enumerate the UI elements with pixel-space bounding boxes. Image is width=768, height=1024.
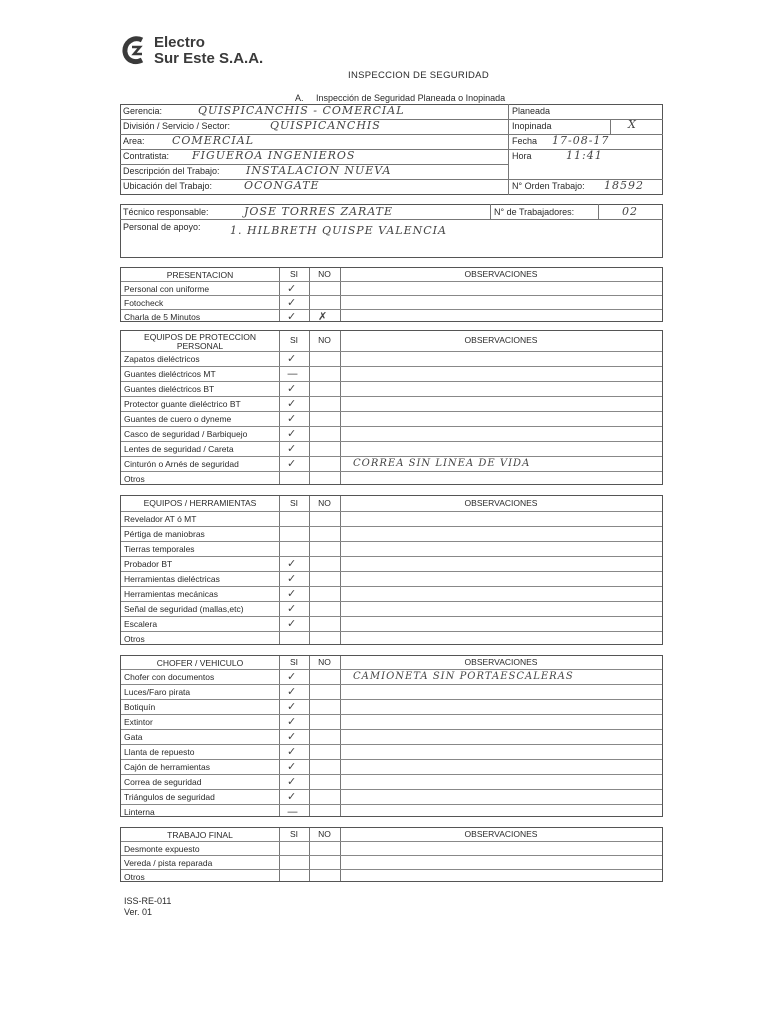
chofer-item-label: Gata [124, 732, 143, 742]
epp-item-label: Guantes de cuero o dyneme [124, 414, 232, 424]
chofer-si-checkbox[interactable]: — [287, 805, 298, 818]
herramientas-si-checkbox[interactable]: ✓ [287, 617, 297, 630]
herramientas-col-observaciones: OBSERVACIONES [464, 497, 538, 508]
epp-si-checkbox[interactable]: ✓ [287, 412, 297, 425]
herramientas-item-label: Tierras temporales [124, 544, 195, 554]
company-name-line2: Sur Este S.A.A. [154, 50, 264, 67]
herramientas-table [120, 495, 663, 645]
epp-item-label: Otros [124, 474, 145, 484]
chofer-item-label: Botiquín [124, 702, 156, 712]
herramientas-item-label: Otros [124, 634, 145, 644]
epp-item-label: Guantes dieléctricos MT [124, 369, 216, 379]
herramientas-item-label: Escalera [124, 619, 158, 629]
epp-item-label: Lentes de seguridad / Careta [124, 444, 234, 454]
hora-label: Hora [512, 151, 532, 161]
chofer-item-label: Luces/Faro pirata [124, 687, 191, 697]
epp-si-checkbox[interactable]: ✓ [287, 457, 297, 470]
epp-col-observaciones: OBSERVACIONES [464, 335, 538, 345]
trabajo_final-col-no: NO [318, 828, 331, 839]
presentacion-col-no: NO [318, 268, 331, 279]
epp-section-title-2: PERSONAL [176, 341, 224, 351]
presentacion-si-checkbox[interactable]: ✓ [287, 282, 297, 295]
chofer-item-label: Extintor [124, 717, 153, 727]
chofer-si-checkbox[interactable]: ✓ [287, 730, 297, 743]
tecnico-value[interactable]: JOSE TORRES ZARATE [244, 205, 394, 218]
inopinada-label: Inopinada [512, 121, 552, 131]
contratista-label: Contratista: [123, 151, 170, 161]
chofer-si-checkbox[interactable]: ✓ [287, 775, 297, 788]
herramientas-si-checkbox[interactable]: ✓ [287, 572, 297, 585]
herramientas-col-si: SI [289, 497, 299, 508]
herramientas-si-checkbox[interactable]: ✓ [287, 587, 297, 600]
area-value[interactable]: COMERCIAL [172, 134, 255, 147]
gerencia-value[interactable]: QUISPICANCHIS - COMERCIAL [198, 104, 405, 117]
trabajo-final-table [120, 827, 663, 882]
herramientas-item-label: Herramientas dieléctricas [124, 574, 220, 584]
trabajo_final-col-observaciones: OBSERVACIONES [464, 828, 538, 839]
presentacion-col-observaciones: OBSERVACIONES [464, 268, 538, 279]
hora-value[interactable]: 11:41 [566, 149, 603, 162]
chofer-si-checkbox[interactable]: ✓ [287, 670, 297, 683]
epp-section-title-1: EQUIPOS DE PROTECCION [144, 332, 256, 342]
presentacion-si-checkbox[interactable]: ✓ [287, 296, 297, 309]
n-trabajadores-label: N° de Trabajadores: [494, 207, 575, 217]
chofer-si-checkbox[interactable]: ✓ [287, 685, 297, 698]
personal-apoyo-value[interactable]: 1. HILBRETH QUISPE VALENCIA [230, 224, 447, 237]
presentacion-section-title: PRESENTACION [166, 270, 234, 280]
epp-item-label: Casco de seguridad / Barbiquejo [124, 429, 248, 439]
planeada-label: Planeada [512, 106, 551, 116]
n-trabajadores-value[interactable]: 02 [622, 205, 638, 218]
company-logo-icon [120, 34, 150, 68]
inopinada-mark[interactable]: X [628, 118, 637, 131]
herramientas-item-label: Señal de seguridad (mallas,etc) [124, 604, 244, 614]
chofer-item-label: Correa de seguridad [124, 777, 202, 787]
presentacion-col-si: SI [289, 268, 299, 279]
chofer-section-title: CHOFER / VEHICULO [156, 658, 244, 668]
epp-item-label: Zapatos dieléctricos [124, 354, 200, 364]
epp-col-si: SI [289, 335, 299, 345]
division-label: División / Servicio / Sector: [123, 121, 231, 131]
epp-col-no: NO [318, 335, 331, 345]
descripcion-value[interactable]: INSTALACION NUEVA [246, 164, 392, 177]
chofer-col-observaciones: OBSERVACIONES [464, 656, 538, 667]
herramientas-item-label: Pértiga de maniobras [124, 529, 205, 539]
epp-si-checkbox[interactable]: ✓ [287, 397, 297, 410]
presentacion-item-label: Fotocheck [124, 298, 164, 308]
epp-si-checkbox[interactable]: — [287, 367, 298, 380]
presentacion-si-checkbox[interactable]: ✓ [287, 310, 297, 323]
section-a-letter: A. [295, 93, 304, 103]
presentacion-no-checkbox[interactable]: ✗ [318, 310, 328, 323]
chofer-item-label: Triángulos de seguridad [124, 792, 215, 802]
chofer-col-si: SI [289, 656, 299, 667]
trabajo_final-col-si: SI [289, 828, 299, 839]
epp-si-checkbox[interactable]: ✓ [287, 352, 297, 365]
epp-si-checkbox[interactable]: ✓ [287, 442, 297, 455]
chofer-item-label: Llanta de repuesto [124, 747, 195, 757]
chofer-observation[interactable]: CAMIONETA SIN PORTAESCALERAS [353, 671, 574, 682]
ubicacion-value[interactable]: OCONGATE [244, 179, 320, 192]
herramientas-item-label: Probador BT [124, 559, 173, 569]
orden-trabajo-label: N° Orden Trabajo: [512, 181, 585, 191]
descripcion-label: Descripción del Trabajo: [123, 166, 220, 176]
presentacion-item-label: Personal con uniforme [124, 284, 210, 294]
herramientas-si-checkbox[interactable]: ✓ [287, 557, 297, 570]
chofer-si-checkbox[interactable]: ✓ [287, 790, 297, 803]
fecha-value[interactable]: 17-08-17 [552, 134, 610, 147]
epp-item-label: Guantes dieléctricos BT [124, 384, 215, 394]
epp-si-checkbox[interactable]: ✓ [287, 427, 297, 440]
chofer-item-label: Chofer con documentos [124, 672, 215, 682]
division-value[interactable]: QUISPICANCHIS [270, 119, 381, 132]
herramientas-item-label: Revelador AT ó MT [124, 514, 197, 524]
chofer-si-checkbox[interactable]: ✓ [287, 745, 297, 758]
gerencia-label: Gerencia: [123, 106, 163, 116]
chofer-si-checkbox[interactable]: ✓ [287, 700, 297, 713]
area-label: Area: [123, 136, 145, 146]
herramientas-col-no: NO [318, 497, 331, 508]
ubicacion-label: Ubicación del Trabajo: [123, 181, 213, 191]
trabajo_final-item-label: Vereda / pista reparada [124, 858, 213, 868]
tecnico-label: Técnico responsable: [123, 207, 209, 217]
epp-observation[interactable]: CORREA SIN LINEA DE VIDA [353, 458, 531, 469]
herramientas-section-title: EQUIPOS / HERRAMIENTAS [143, 498, 257, 508]
personal-apoyo-label: Personal de apoyo: [123, 222, 201, 232]
form-version: Ver. 01 [124, 907, 153, 917]
presentacion-item-label: Charla de 5 Minutos [124, 312, 201, 322]
presentacion-table [120, 267, 663, 322]
epp-table [120, 330, 663, 485]
company-logo [120, 32, 290, 74]
chofer-item-label: Cajón de herramientas [124, 762, 210, 772]
trabajo_final-item-label: Desmonte expuesto [124, 844, 200, 854]
contratista-value[interactable]: FIGUEROA INGENIEROS [192, 149, 356, 162]
trabajo_final-item-label: Otros [124, 872, 145, 882]
company-name-line1: Electro [154, 34, 205, 51]
trabajo_final-section-title: TRABAJO FINAL [167, 830, 233, 840]
fecha-label: Fecha [512, 136, 538, 146]
chofer-col-no: NO [318, 656, 331, 667]
form-footer [124, 896, 171, 918]
chofer-table [120, 655, 663, 817]
document-title: INSPECCION DE SEGURIDAD [348, 70, 489, 81]
orden-trabajo-value[interactable]: 18592 [604, 179, 644, 192]
form-code: ISS-RE-011 [124, 896, 172, 906]
epp-item-label: Protector guante dieléctrico BT [124, 399, 241, 409]
epp-si-checkbox[interactable]: ✓ [287, 382, 297, 395]
chofer-item-label: Linterna [124, 807, 155, 817]
epp-item-label: Cinturón o Arnés de seguridad [124, 459, 239, 469]
section-a-title: Inspección de Seguridad Planeada o Inopinada [316, 93, 506, 103]
chofer-si-checkbox[interactable]: ✓ [287, 715, 297, 728]
chofer-si-checkbox[interactable]: ✓ [287, 760, 297, 773]
herramientas-item-label: Herramientas mecánicas [124, 589, 219, 599]
herramientas-si-checkbox[interactable]: ✓ [287, 602, 297, 615]
